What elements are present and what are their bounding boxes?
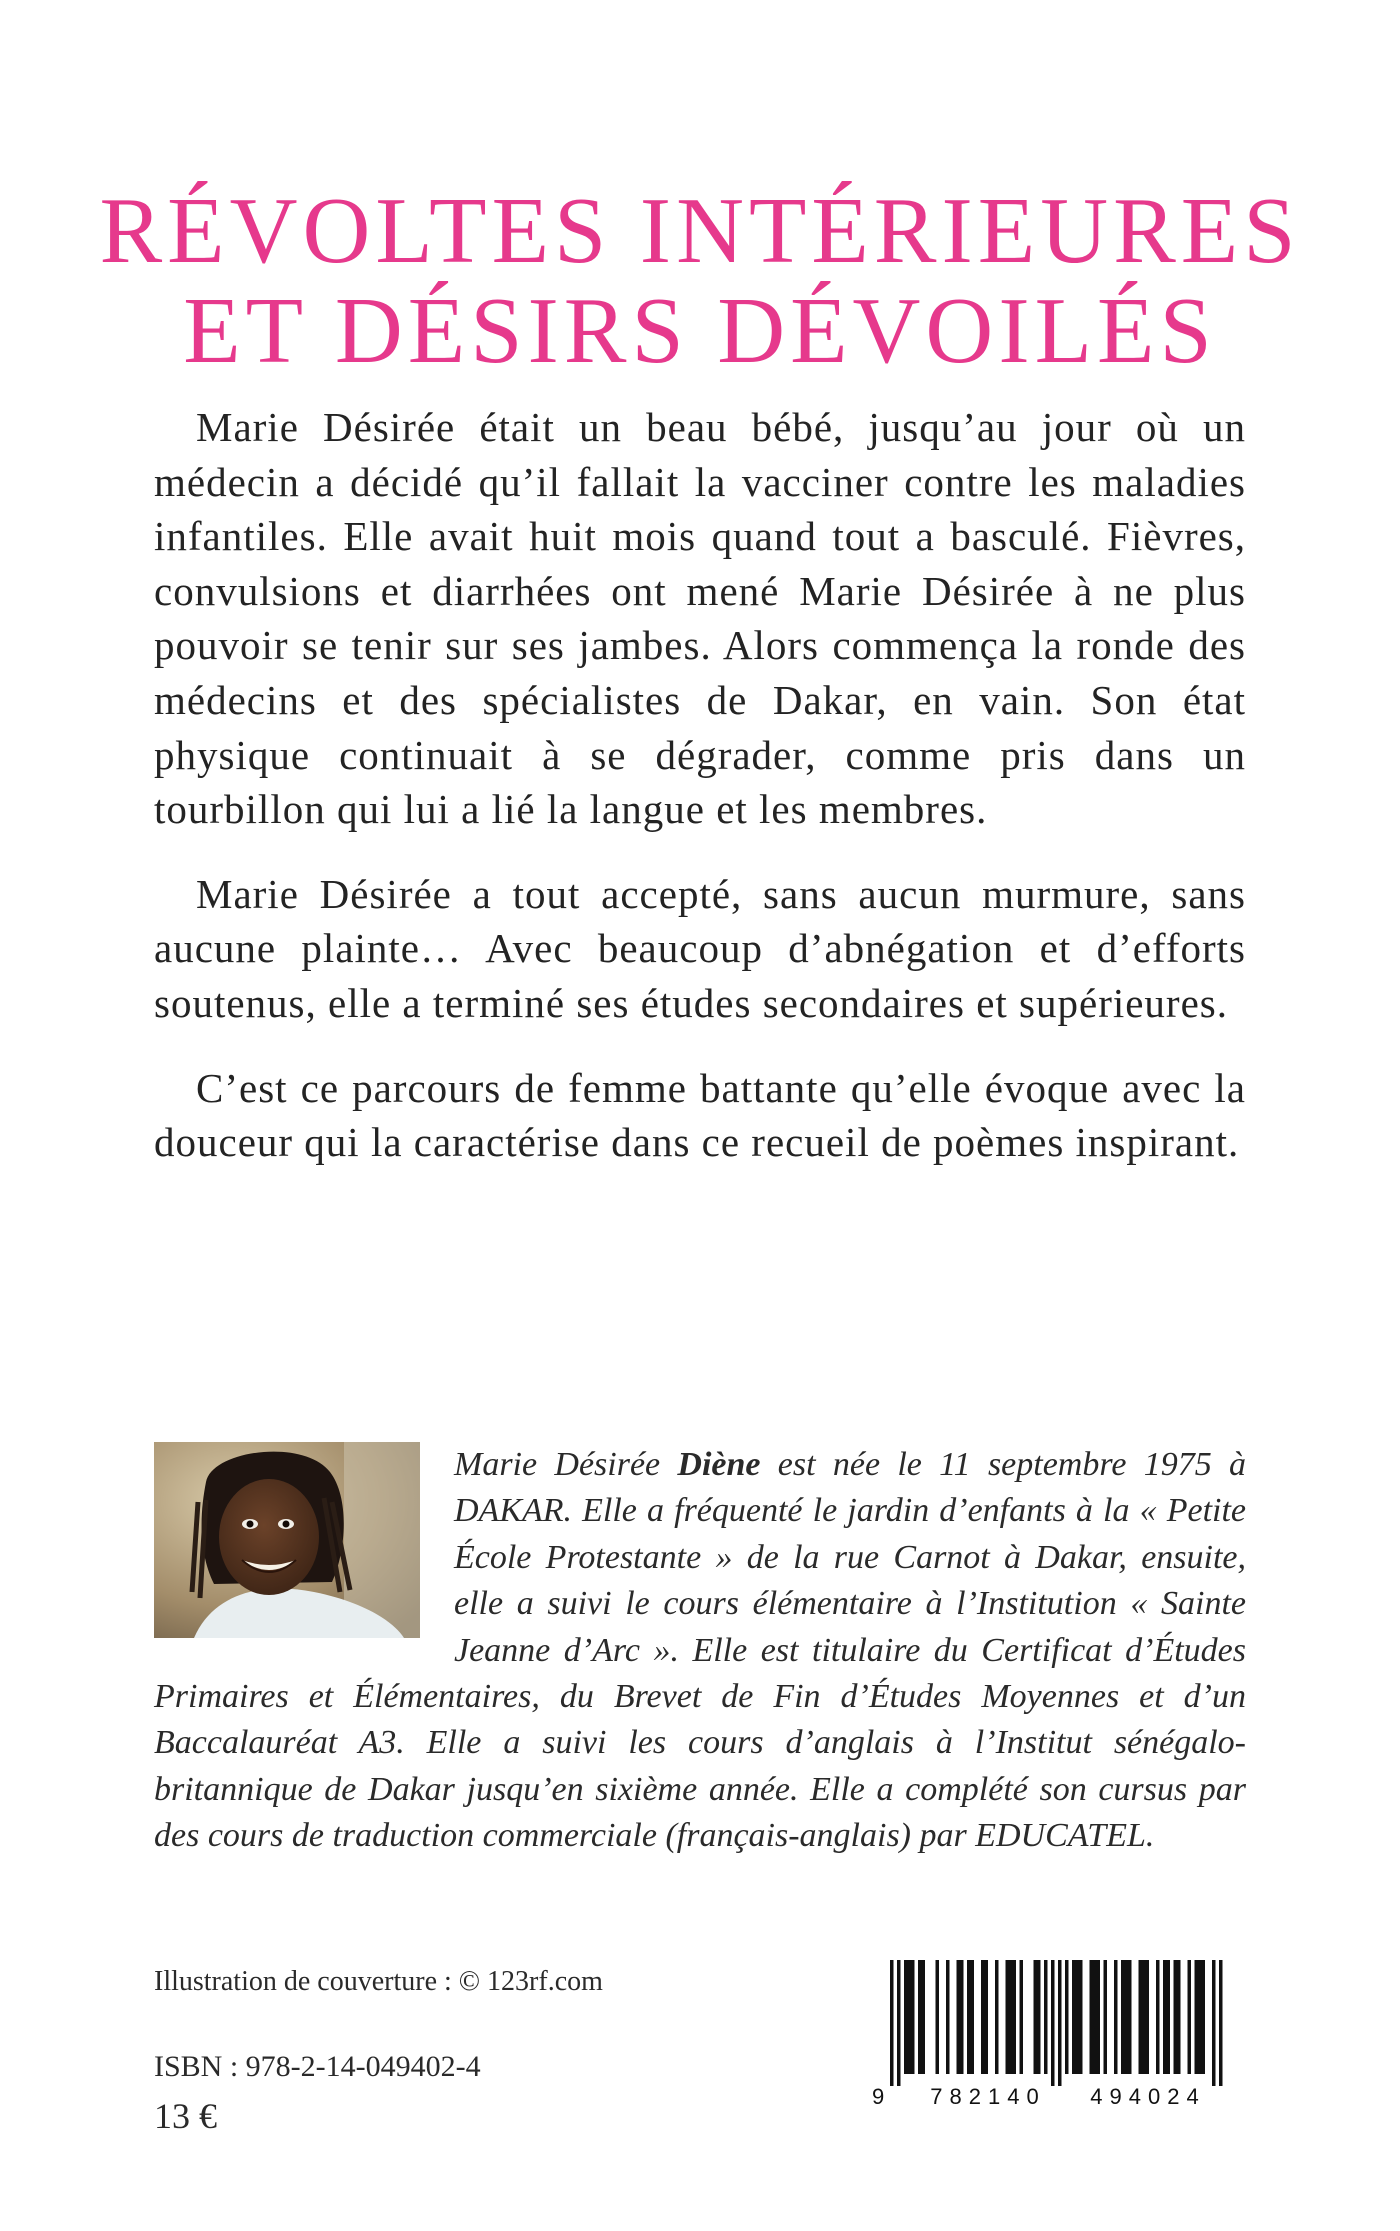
barcode-bar [1125, 1960, 1129, 2074]
author-bio [154, 1442, 1246, 1860]
author-bio-text: est née le 11 septembre 1975 à DAKAR. Elle a fréquenté le jardin d’enfants à la « Petite École Protestante » de la rue Carnot à Dakar, ensuite, elle a suivi le cours élémentaire à l’Institution « Sainte Jeanne d’Arc ». Elle est titulaire du Certificat d’Études Primaires et Élémentaires, du Brevet de Fin d’Études Moyennes et d’un Baccalauréat A3. Elle a suivi les cours d’anglais à l’Institut sénégalo-britannique de Dakar jusqu’en sixième année. Elle a complété son cursus par des cours de traduction commerciale (français-anglais) par EDUCATEL. [154, 1446, 1247, 1855]
barcode-bar [971, 1960, 975, 2074]
blurb [154, 400, 1246, 1200]
barcode-bar [1044, 1960, 1048, 2074]
book-title-line-2: ET DÉSIRS DÉVOILÉS [183, 278, 1217, 383]
barcode-bar [1177, 1960, 1181, 2074]
barcode-bar [981, 1960, 985, 2074]
barcode-bar [922, 1960, 926, 2074]
barcode-digits-left: 782140 [930, 2084, 1046, 2108]
barcode-bar [918, 1960, 922, 2074]
barcode-bar [1139, 1960, 1143, 2074]
barcode-bar [1090, 1960, 1094, 2074]
barcode-bar [1020, 1960, 1024, 2074]
book-title [0, 178, 1400, 383]
barcode-bar [1072, 1960, 1076, 2074]
barcode-bar [1198, 1960, 1202, 2074]
barcode-bar [1188, 1960, 1192, 2074]
barcode-guard-bar [1219, 1960, 1223, 2086]
barcode-guard-bar [1051, 1960, 1055, 2086]
barcode-bar [985, 1960, 989, 2074]
barcode-bar [936, 1960, 940, 2074]
barcode-bar [960, 1960, 964, 2074]
blurb-paragraph: Marie Désirée était un beau bébé, jusqu’au jour où un médecin a décidé qu’il fallait la vacciner contre les maladies infantiles. Elle avait huit mois quand tout a basculé. Fièvres, convulsions et diarrhées ont mené Marie Désirée à ne plus pouvoir se tenir sur ses jambes. Alors commença la ronde des médecins et des spécialistes de Dakar, en vain. Son état physique continuait à se dégrader, comme pris dans un tourbillon qui lui a lié la langue et les membres. [154, 404, 1246, 833]
barcode-bar [1006, 1960, 1010, 2074]
barcode-bar [911, 1960, 915, 2074]
barcode-bar [1013, 1960, 1017, 2074]
isbn: ISBN : 978-2-14-049402-4 [154, 2050, 481, 2083]
barcode-bar [1163, 1960, 1167, 2074]
barcode-bar [1009, 1960, 1013, 2074]
price: 13 € [154, 2096, 217, 2136]
barcode-digit-first: 9 [872, 2084, 885, 2108]
barcode-bar [1146, 1960, 1150, 2074]
barcode-bar [1202, 1960, 1206, 2074]
author-last-name: Diène [677, 1446, 761, 1483]
barcode-guard-bar [1212, 1960, 1216, 2086]
barcode-bar [1121, 1960, 1125, 2074]
barcode-guard-bar [1058, 1960, 1062, 2086]
barcode-bar [1037, 1960, 1041, 2074]
barcode-bar [1174, 1960, 1178, 2074]
barcode-guard-bar [897, 1960, 901, 2086]
barcode-graphic [864, 1958, 1238, 2108]
barcode-bar [1128, 1960, 1132, 2074]
barcode-bar [1097, 1960, 1101, 2074]
barcode-bar [1114, 1960, 1118, 2074]
barcode-digits-right: 494024 [1090, 2084, 1206, 2108]
barcode-bar [904, 1960, 908, 2074]
isbn-barcode [864, 1958, 1238, 2108]
barcode-bar [1195, 1960, 1199, 2074]
barcode-bar [1156, 1960, 1160, 2074]
barcode-bar [1034, 1960, 1038, 2074]
cover-illustration-credit: Illustration de couverture : © 123rf.com [154, 1966, 603, 1997]
blurb-paragraph: C’est ce parcours de femme battante qu’elle évoque avec la douceur qui la caractérise dans ce recueil de poèmes inspirant. [154, 1064, 1246, 1166]
barcode-bar [967, 1960, 971, 2074]
barcode-bar [946, 1960, 950, 2074]
barcode-bar [1093, 1960, 1097, 2074]
barcode-bar [1079, 1960, 1083, 2074]
barcode-bar [1167, 1960, 1171, 2074]
barcode-bar [1076, 1960, 1080, 2074]
barcode-bar [1104, 1960, 1108, 2074]
blurb-paragraph: Marie Désirée a tout accepté, sans aucun murmure, sans aucune plainte… Avec beaucoup d’abnégation et d’efforts soutenus, elle a terminé ses études secondaires et supérieures. [154, 870, 1246, 1026]
book-title-line-1: RÉVOLTES INTÉRIEURES [99, 178, 1301, 283]
barcode-bar [995, 1960, 999, 2074]
barcode-bar [957, 1960, 961, 2074]
barcode-guard-bar [890, 1960, 894, 2086]
author-first-name: Marie Désirée [454, 1446, 661, 1483]
barcode-bar [1142, 1960, 1146, 2074]
barcode-bar [908, 1960, 912, 2074]
barcode-bar [1065, 1960, 1069, 2074]
photo-spacer [154, 1442, 454, 1638]
